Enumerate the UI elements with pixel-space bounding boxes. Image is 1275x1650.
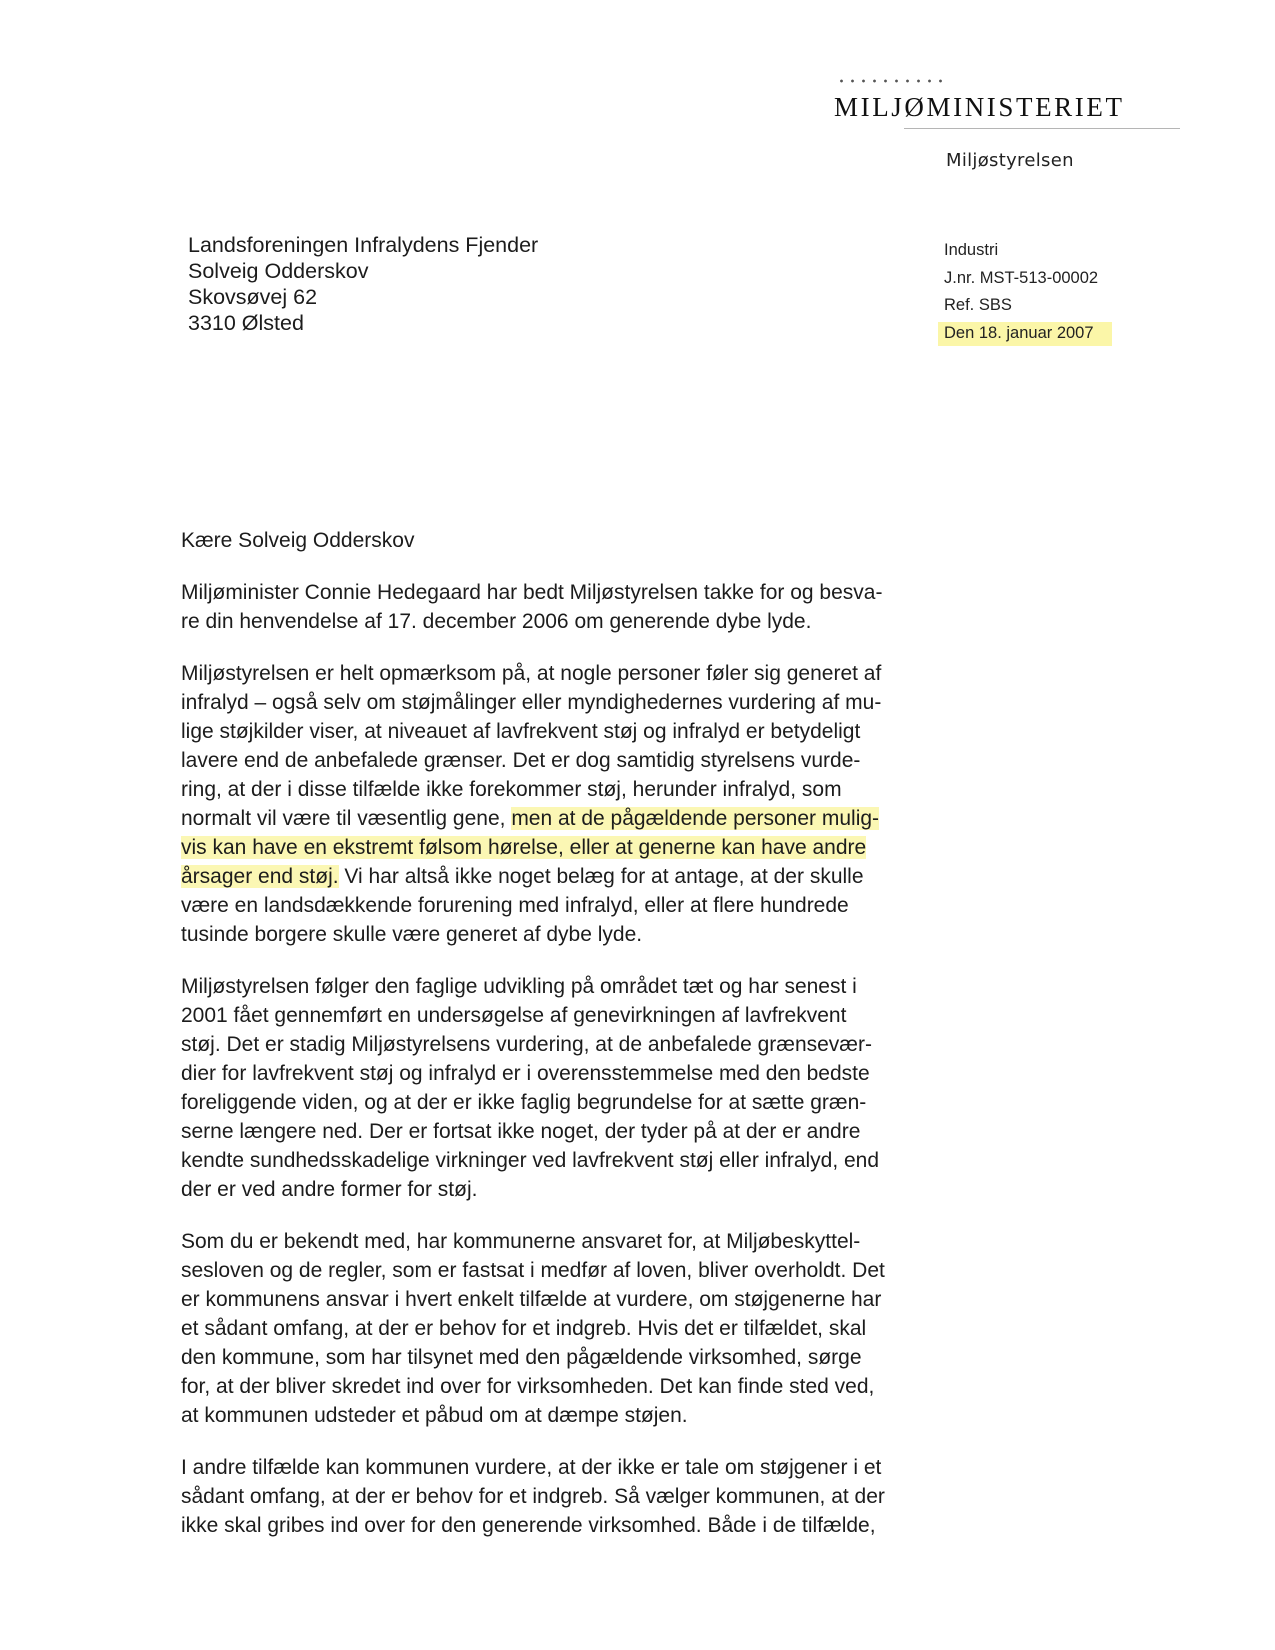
address-line: Solveig Odderskov: [188, 259, 369, 283]
text-line: Miljøminister Connie Hedegaard har bedt Miljøstyrelsen takke for og besva-: [181, 581, 883, 604]
text-line: serne længere ned. Der er fortsat ikke noget, der tyder på at der er andre: [181, 1120, 861, 1143]
ministry-logo: MILJØMINISTERIET: [834, 92, 1125, 122]
text-line: sådant omfang, at der er behov for et indgreb. Så vælger kommunen, at der: [181, 1485, 885, 1508]
address-line: Skovsøvej 62: [188, 285, 318, 309]
paragraph-1: [181, 578, 951, 636]
text-line: er kommunens ansvar i hvert enkelt tilfælde at vurdere, om støjgenerne har: [181, 1288, 882, 1311]
paragraph-5: [181, 1453, 951, 1540]
address-line: 3310 Ølsted: [188, 311, 304, 335]
text-line: tusinde borgere skulle være generet af dybe lyde.: [181, 923, 643, 946]
salutation: Kære Solveig Odderskov: [181, 529, 415, 552]
text-line: være en landsdækkende forurening med infralyd, eller at flere hundrede: [181, 894, 849, 917]
text-line: dier for lavfrekvent støj og infralyd er i overensstemmelse med den bedste: [181, 1062, 870, 1085]
text-line: for, at der bliver skredet ind over for virksomheden. Det kan finde sted ved,: [181, 1375, 875, 1398]
text-segment: Vi har altså ikke noget belæg for at antage, at der skulle: [338, 865, 864, 888]
text-line: ring, at der i disse tilfælde ikke forekommer støj, herunder infralyd, som: [181, 778, 842, 801]
highlighted-text: vis kan have en ekstremt følsom hørelse, eller at generne kan have andre: [181, 836, 867, 859]
text-line: Miljøstyrelsen er helt opmærksom på, at nogle personer føler sig generet af: [181, 662, 882, 685]
text-line: lige støjkilder viser, at niveauet af lavfrekvent støj og infralyd er betydeligt: [181, 720, 861, 743]
logo-divider: [904, 128, 1180, 129]
text-line: den kommune, som har tilsynet med den pågældende virksomhed, sørge: [181, 1346, 862, 1369]
reference-block: [944, 237, 1112, 347]
paragraph-2: [181, 659, 951, 949]
text-line: lavere end de anbefalede grænser. Det er dog samtidig styrelsens vurde-: [181, 749, 861, 772]
text-line: [181, 862, 951, 891]
address-line: Landsforeningen Infralydens Fjender: [188, 233, 539, 257]
text-line: [181, 804, 951, 833]
highlighted-text: årsager end støj.: [181, 865, 339, 888]
paragraph-3: [181, 972, 951, 1204]
text-line: kendte sundhedsskadelige virkninger ved lavfrekvent støj eller infralyd, end: [181, 1149, 880, 1172]
department: Industri: [944, 241, 999, 259]
text-line: foreliggende viden, og at der er ikke faglig begrundelse for at sætte græn-: [181, 1091, 867, 1114]
letter-body: [181, 526, 951, 1563]
text-line: et sådant omfang, at der er behov for et indgreb. Hvis det er tilfældet, skal: [181, 1317, 867, 1340]
recipient-address: [188, 232, 538, 336]
paragraph-4: [181, 1227, 951, 1430]
highlighted-text: men at de pågældende personer mulig-: [511, 807, 880, 830]
text-line: re din henvendelse af 17. december 2006 om generende dybe lyde.: [181, 610, 812, 633]
text-line: Som du er bekendt med, har kommunerne ansvaret for, at Miljøbeskyttel-: [181, 1230, 861, 1253]
journal-number: J.nr. MST-513-00002: [944, 268, 1099, 287]
logo-dots-decoration: [836, 78, 946, 84]
text-line: sesloven og de regler, som er fastsat i medfør af loven, bliver overholdt. Det: [181, 1259, 885, 1282]
text-line: at kommunen udsteder et påbud om at dæmpe støjen.: [181, 1404, 688, 1427]
reference: Ref. SBS: [944, 296, 1012, 314]
text-line: støj. Det er stadig Miljøstyrelsens vurdering, at de anbefalede grænsevær-: [181, 1033, 872, 1056]
letter-date: Den 18. januar 2007: [938, 322, 1112, 346]
text-line: der er ved andre former for støj.: [181, 1178, 478, 1201]
text-line: Miljøstyrelsen følger den faglige udvikling på området tæt og har senest i: [181, 975, 857, 998]
text-line: 2001 fået gennemført en undersøgelse af genevirkningen af lavfrekvent: [181, 1004, 847, 1027]
text-segment: normalt vil være til væsentlig gene,: [181, 807, 512, 830]
text-line: [181, 833, 951, 862]
text-line: infralyd – også selv om støjmålinger eller myndighedernes vurdering af mu-: [181, 691, 882, 714]
text-line: ikke skal gribes ind over for den generende virksomhed. Både i de tilfælde,: [181, 1514, 876, 1537]
agency-name: Miljøstyrelsen: [946, 150, 1074, 171]
text-line: I andre tilfælde kan kommunen vurdere, at der ikke er tale om støjgener i et: [181, 1456, 882, 1479]
